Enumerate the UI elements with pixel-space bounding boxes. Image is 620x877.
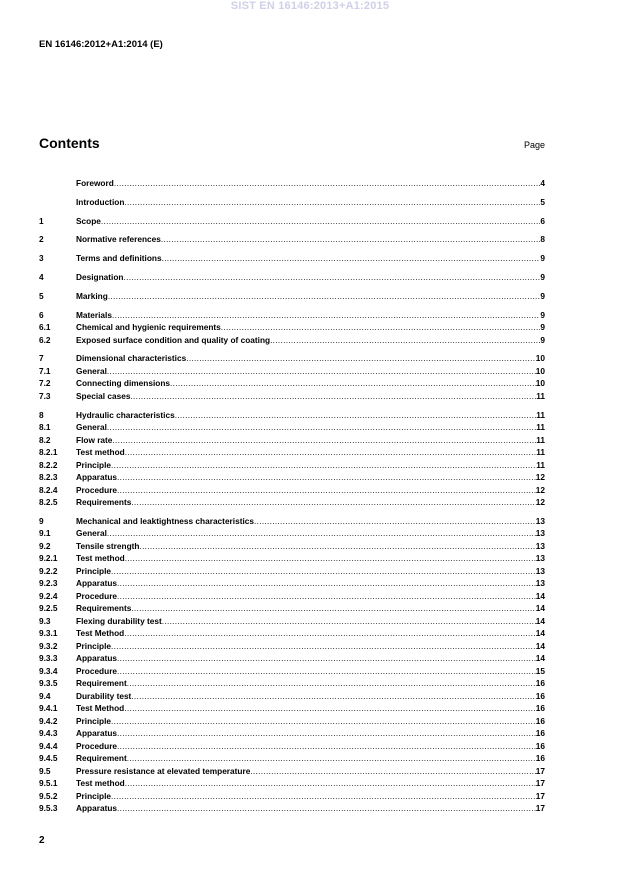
toc-entry[interactable]: [39, 496, 545, 509]
dot-leader: [117, 484, 536, 497]
toc-entry[interactable]: [39, 752, 545, 765]
toc-entry-page: 9: [540, 322, 545, 333]
toc-entry-number: 9.2.4: [39, 590, 58, 601]
toc-entry-page: 16: [535, 753, 545, 764]
toc-entry[interactable]: [39, 352, 545, 365]
dot-leader: [111, 459, 536, 472]
toc-entry-number: 7: [39, 353, 44, 364]
toc-entry-title: Apparatus: [76, 578, 118, 589]
toc-entry-number: 9.3.1: [39, 628, 58, 639]
toc-entry-number: 9: [39, 515, 44, 526]
toc-entry[interactable]: [39, 309, 545, 322]
dot-leader: [270, 334, 540, 347]
toc-entry-title: Principle: [76, 790, 112, 801]
toc-entry-title: Hydraulic characteristics: [76, 409, 175, 420]
toc-entry-page: 6: [540, 215, 545, 226]
toc-entry-number: 9.2.1: [39, 553, 58, 564]
toc-entry[interactable]: [39, 515, 545, 528]
toc-entry[interactable]: [39, 321, 545, 334]
toc-entry-page: 9: [540, 290, 545, 301]
toc-entry-title: Procedure: [76, 740, 118, 751]
toc-entry-title: Foreword: [76, 178, 114, 188]
dot-leader: [117, 652, 536, 665]
toc-entry-page: 14: [535, 628, 545, 639]
toc-entry-page: 11: [536, 422, 545, 433]
toc-entry[interactable]: [39, 652, 545, 665]
dot-leader: [175, 409, 537, 422]
toc-entry[interactable]: [39, 252, 545, 265]
toc-entry[interactable]: [39, 602, 545, 615]
toc-entry-page: 9: [540, 271, 545, 282]
toc-entry-number: 7.2: [39, 378, 51, 389]
toc-entry[interactable]: [39, 334, 545, 347]
toc-entry-page: 12: [535, 472, 545, 483]
toc-entry-page: 13: [535, 528, 545, 539]
toc-entry[interactable]: [39, 409, 545, 422]
dot-leader: [162, 615, 536, 628]
toc-entry-title: Introduction: [76, 196, 125, 207]
toc-entry-page: 11: [536, 409, 545, 420]
toc-entry[interactable]: [39, 434, 545, 447]
dot-leader: [162, 252, 541, 265]
toc-entry-number: 9.5.1: [39, 778, 58, 789]
toc-entry-page: 17: [535, 790, 545, 801]
toc-entry-page: 17: [535, 778, 545, 789]
dot-leader: [124, 627, 536, 640]
toc-entry-title: General: [76, 422, 107, 433]
toc-entry-title: Tensile strength: [76, 540, 140, 551]
toc-entry-title: Principle: [76, 565, 112, 576]
dot-leader: [254, 515, 536, 528]
dot-leader: [112, 434, 536, 447]
toc-entry-page: 10: [535, 353, 545, 364]
toc-entry-title: General: [76, 365, 107, 376]
toc-entry-page: 10: [535, 365, 545, 376]
toc-entry-title: Dimensional characteristics: [76, 353, 187, 364]
toc-entry-page: 12: [535, 497, 545, 508]
dot-leader: [186, 352, 536, 365]
toc-entry-number: 9.4: [39, 690, 51, 701]
toc-entry-title: Pressure resistance at elevated temperature: [76, 765, 251, 776]
toc-entry[interactable]: [39, 552, 545, 565]
toc-entry-title: Requirements: [76, 497, 132, 508]
toc-entry-title: Principle: [76, 459, 112, 470]
toc-entry-number: 8.2.4: [39, 484, 58, 495]
toc-entry-page: 11: [536, 447, 545, 458]
dot-leader: [125, 552, 536, 565]
toc-entry-title: Apparatus: [76, 803, 118, 814]
dot-leader: [124, 702, 536, 715]
toc-entry-number: 8.2: [39, 434, 51, 445]
toc-entry[interactable]: [39, 540, 545, 553]
toc-entry-title: Procedure: [76, 484, 118, 495]
toc-entry[interactable]: [39, 377, 545, 390]
toc-entry-number: 3: [39, 253, 44, 264]
toc-entry-title: Requirement: [76, 678, 127, 689]
toc-entry-page: 13: [535, 540, 545, 551]
toc-entry[interactable]: [39, 215, 545, 228]
toc-entry-title: Normative references: [76, 234, 161, 245]
toc-entry[interactable]: [39, 471, 545, 484]
toc-entry-page: 17: [535, 803, 545, 814]
toc-entry-title: Requirements: [76, 603, 132, 614]
toc-entry-title: General: [76, 528, 107, 539]
dot-leader: [114, 177, 541, 190]
dot-leader: [117, 727, 536, 740]
toc-entry-number: 6.2: [39, 334, 51, 345]
toc-entry[interactable]: [39, 690, 545, 703]
toc-entry-page: 11: [536, 390, 545, 401]
toc-entry-number: 9.2: [39, 540, 51, 551]
dot-leader: [131, 602, 535, 615]
toc-entry-number: 9.1: [39, 528, 51, 539]
toc-entry-page: 16: [535, 678, 545, 689]
toc-entry[interactable]: [39, 640, 545, 653]
dot-leader: [117, 577, 536, 590]
toc-entry-title: Apparatus: [76, 472, 118, 483]
page-number: 2: [39, 835, 45, 846]
dot-leader: [161, 233, 541, 246]
toc-entry-number: 9.5.3: [39, 803, 58, 814]
toc-entry-page: 16: [535, 690, 545, 701]
toc-entry-page: 14: [535, 640, 545, 651]
toc-entry-title: Procedure: [76, 665, 118, 676]
toc-entry[interactable]: [39, 459, 545, 472]
toc-entry-title: Principle: [76, 715, 112, 726]
watermark: SIST EN 16146:2013+A1:2015: [230, 0, 390, 12]
toc-entry-title: Marking: [76, 290, 108, 301]
toc-entry-page: 16: [535, 740, 545, 751]
dot-leader: [111, 790, 536, 803]
toc-entry-page: 4: [540, 178, 545, 188]
toc-entry-page: 16: [535, 715, 545, 726]
toc-entry[interactable]: [39, 590, 545, 603]
toc-entry[interactable]: [39, 196, 545, 209]
dot-leader: [131, 496, 535, 509]
toc-entry-number: 9.2.2: [39, 565, 58, 576]
dot-leader: [112, 309, 540, 322]
toc-entry[interactable]: [39, 446, 545, 459]
toc-entry-page: 13: [535, 578, 545, 589]
toc-entry[interactable]: [39, 484, 545, 497]
toc-entry-number: 9.4.1: [39, 703, 58, 714]
toc-entry-number: 9.3.4: [39, 665, 58, 676]
toc-entry-title: Test method: [76, 447, 125, 458]
toc-entry[interactable]: [39, 727, 545, 740]
toc-entry-number: 9.4.5: [39, 753, 58, 764]
dot-leader: [139, 540, 535, 553]
dot-leader: [221, 321, 541, 334]
toc-entry-title: Procedure: [76, 590, 118, 601]
toc-entry-number: 9.2.5: [39, 603, 58, 614]
contents-heading: Contents: [39, 135, 100, 151]
toc-entry-number: 4: [39, 271, 44, 282]
toc-entry-number: 9.3.5: [39, 678, 58, 689]
toc-entry-number: 8.2.3: [39, 472, 58, 483]
toc-entry-number: 9.3.2: [39, 640, 58, 651]
dot-leader: [111, 640, 536, 653]
dot-leader: [117, 802, 536, 815]
toc-entry-page: 15: [535, 665, 545, 676]
toc-entry[interactable]: [39, 177, 545, 190]
dot-leader: [107, 527, 536, 540]
toc-entry-title: Durability test: [76, 690, 132, 701]
toc-entry[interactable]: [39, 365, 545, 378]
dot-leader: [131, 690, 535, 703]
toc-entry-page: 16: [535, 703, 545, 714]
toc-entry-page: 9: [540, 309, 545, 320]
toc-entry-number: 9.4.3: [39, 728, 58, 739]
toc-entry-number: 1: [39, 215, 44, 226]
toc-entry-title: Special cases: [76, 390, 131, 401]
toc-entry[interactable]: [39, 271, 545, 284]
toc-entry-title: Chemical and hygienic requirements: [76, 322, 221, 333]
toc-entry-page: 9: [540, 253, 545, 264]
toc-entry-title: Connecting dimensions: [76, 378, 171, 389]
dot-leader: [111, 565, 536, 578]
toc-entry-number: 9.5.2: [39, 790, 58, 801]
toc-entry-page: 13: [535, 565, 545, 576]
toc-entry-page: 14: [535, 615, 545, 626]
toc-entry[interactable]: [39, 715, 545, 728]
toc-entry-number: 8.2.2: [39, 459, 58, 470]
toc-entry-title: Requirement: [76, 753, 127, 764]
toc-entry-number: 8.1: [39, 422, 51, 433]
toc-entry-page: 8: [540, 234, 545, 245]
toc-entry-title: Flow rate: [76, 434, 113, 445]
toc-entry-page: 13: [535, 515, 545, 526]
toc-entry-title: Test Method: [76, 703, 125, 714]
toc-entry-number: 8: [39, 409, 44, 420]
toc-entry-title: Exposed surface condition and quality of coating: [76, 334, 271, 345]
toc-entry-number: 9.2.3: [39, 578, 58, 589]
toc-entry-number: 9.4.2: [39, 715, 58, 726]
toc-entry-title: Mechanical and leaktightness characteristics: [76, 515, 254, 526]
toc-entry-page: 14: [535, 603, 545, 614]
page-column-label: Page: [523, 140, 545, 150]
document-id: EN 16146:2012+A1:2014 (E): [39, 39, 163, 50]
toc-entry-page: 11: [536, 434, 545, 445]
table-of-contents: [39, 177, 545, 815]
toc-entry-page: 10: [535, 378, 545, 389]
toc-entry-page: 11: [536, 459, 545, 470]
toc-entry[interactable]: [39, 290, 545, 303]
toc-entry-page: 9: [540, 334, 545, 345]
toc-entry-title: Materials: [76, 309, 112, 320]
toc-entry[interactable]: [39, 615, 545, 628]
toc-entry[interactable]: [39, 802, 545, 815]
toc-entry-page: 17: [535, 765, 545, 776]
toc-entry-title: Test method: [76, 553, 125, 564]
dot-leader: [127, 752, 536, 765]
toc-entry[interactable]: [39, 565, 545, 578]
dot-leader: [127, 677, 536, 690]
toc-entry-title: Apparatus: [76, 653, 118, 664]
dot-leader: [111, 715, 536, 728]
toc-entry-number: 9.5: [39, 765, 51, 776]
toc-entry[interactable]: [39, 577, 545, 590]
dot-leader: [101, 215, 540, 228]
dot-leader: [117, 471, 536, 484]
toc-entry-number: 2: [39, 234, 44, 245]
toc-entry[interactable]: [39, 421, 545, 434]
toc-entry[interactable]: [39, 627, 545, 640]
toc-entry-title: Terms and definitions: [76, 253, 162, 264]
dot-leader: [130, 390, 536, 403]
toc-entry-title: Flexing durability test: [76, 615, 162, 626]
dot-leader: [125, 446, 537, 459]
toc-entry-title: Apparatus: [76, 728, 118, 739]
toc-entry-page: 13: [535, 553, 545, 564]
dot-leader: [107, 421, 536, 434]
toc-entry-number: 7.3: [39, 390, 51, 401]
toc-entry-title: Designation: [76, 271, 124, 282]
toc-entry[interactable]: [39, 740, 545, 753]
toc-entry-number: 9.4.4: [39, 740, 58, 751]
toc-entry[interactable]: [39, 665, 545, 678]
toc-entry-number: 8.2.5: [39, 497, 58, 508]
toc-entry-number: 6.1: [39, 322, 51, 333]
dot-leader: [107, 365, 536, 378]
toc-entry[interactable]: [39, 702, 545, 715]
toc-entry[interactable]: [39, 777, 545, 790]
toc-entry[interactable]: [39, 765, 545, 778]
dot-leader: [124, 196, 540, 209]
toc-entry-page: 5: [540, 196, 545, 207]
dot-leader: [123, 271, 540, 284]
toc-entry-title: Test Method: [76, 628, 125, 639]
toc-entry-page: 14: [535, 653, 545, 664]
toc-entry[interactable]: [39, 677, 545, 690]
dot-leader: [117, 740, 536, 753]
dot-leader: [250, 765, 535, 778]
dot-leader: [170, 377, 536, 390]
toc-entry-number: 6: [39, 309, 44, 320]
toc-entry-title: Scope: [76, 215, 101, 226]
toc-entry-page: 14: [535, 590, 545, 601]
toc-entry[interactable]: [39, 390, 545, 403]
dot-leader: [125, 777, 536, 790]
toc-entry-page: 16: [535, 728, 545, 739]
toc-entry[interactable]: [39, 233, 545, 246]
toc-entry-title: Test method: [76, 778, 125, 789]
toc-entry[interactable]: [39, 527, 545, 540]
dot-leader: [108, 290, 541, 303]
toc-entry-title: Principle: [76, 640, 112, 651]
toc-entry-page: 12: [535, 484, 545, 495]
toc-entry-number: 8.2.1: [39, 447, 58, 458]
dot-leader: [117, 590, 536, 603]
dot-leader: [117, 665, 536, 678]
toc-entry-number: 9.3: [39, 615, 51, 626]
toc-entry[interactable]: [39, 790, 545, 803]
toc-entry-number: 7.1: [39, 365, 51, 376]
toc-entry-number: 9.3.3: [39, 653, 58, 664]
toc-entry-number: 5: [39, 290, 44, 301]
